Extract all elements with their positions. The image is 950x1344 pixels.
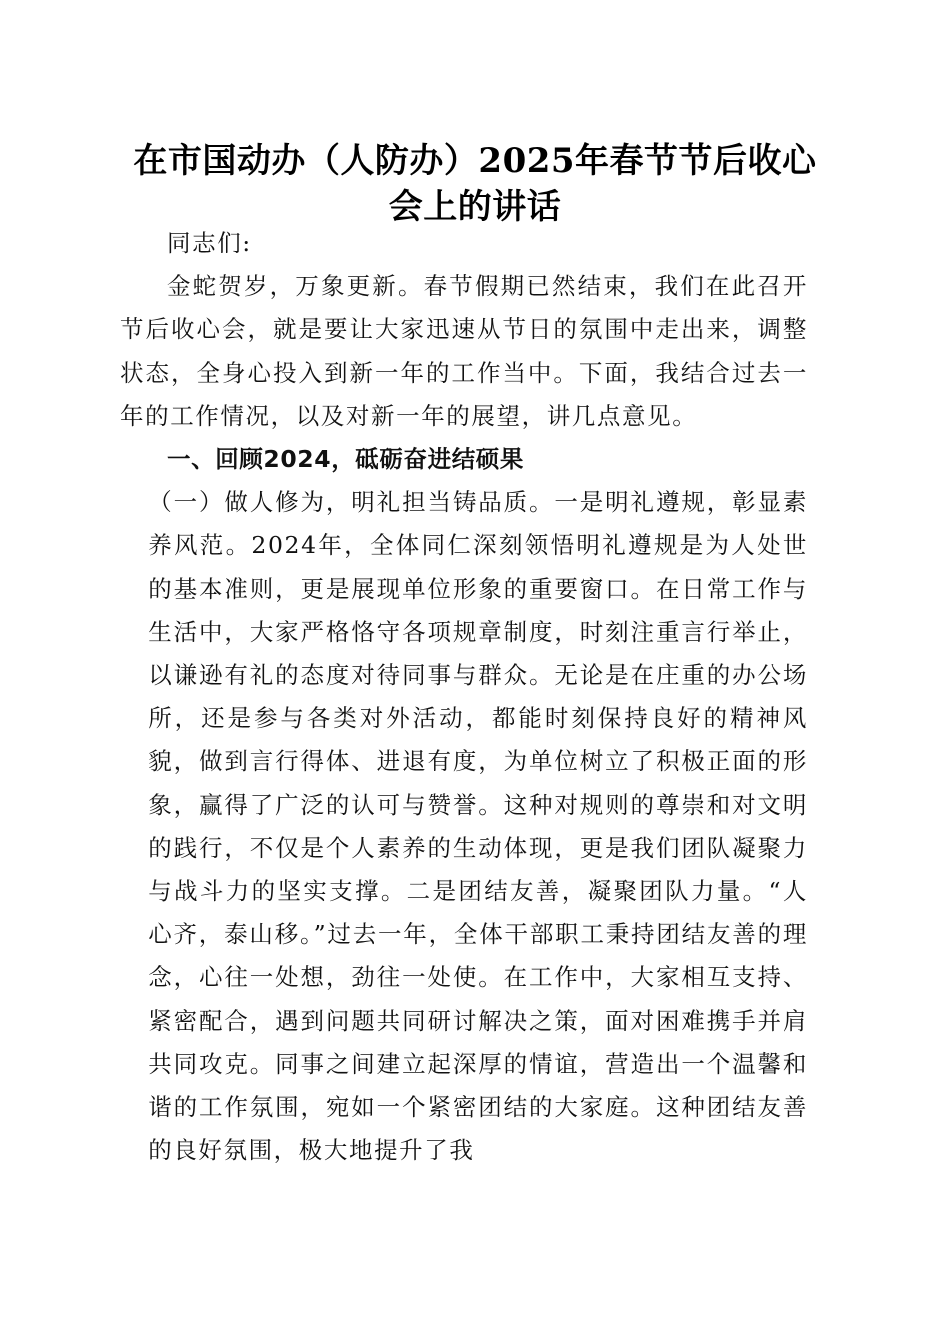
section-heading: 一、回顾2024，砥砺奋进结硕果	[167, 445, 525, 474]
document-body	[120, 222, 808, 1172]
intro-paragraph: 金蛇贺岁，万象更新。春节假期已然结束，我们在此召开节后收心会，就是要让大家迅速从节日的氛围中走出来，调整状态，全身心投入到新一年的工作当中。下面，我结合过去一年的工作情况，以及对新一年的展望，讲几点意见。	[120, 272, 808, 430]
title-line-2: 会上的讲话	[388, 187, 562, 227]
salutation: 同志们:	[167, 229, 252, 257]
section-paragraph: （一）做人修为，明礼担当铸品质。一是明礼遵规，彰显素养风范。2024年，全体同仁深刻领悟明礼遵规是为人处世的基本准则，更是展现单位形象的重要窗口。在日常工作与生活中，大家严格恪守各项规章制度，时刻注重言行举止，以谦逊有礼的态度对待同事与群众。无论是在庄重的办公场所，还是参与各类对外活动，都能时刻保持良好的精神风貌，做到言行得体、进退有度，为单位树立了积极正面的形象，赢得了广泛的认可与赞誉。这种对规则的尊崇和对文明的践行，不仅是个人素养的生动体现，更是我们团队凝聚力与战斗力的坚实支撑。二是团结友善，凝聚团队力量。“人心齐，泰山移。”过去一年，全体干部职工秉持团结友善的理念，心往一处想，劲往一处使。在工作中，大家相互支持、紧密配合，遇到问题共同研讨解决之策，面对困难携手并肩共同攻克。同事之间建立起深厚的情谊，营造出一个温馨和谐的工作氛围，宛如一个紧密团结的大家庭。这种团结友善的良好氛围，极大地提升了我	[148, 488, 808, 1165]
document-title	[100, 138, 850, 230]
title-line-1: 在市国动办（人防办）2025年春节节后收心	[133, 141, 817, 181]
